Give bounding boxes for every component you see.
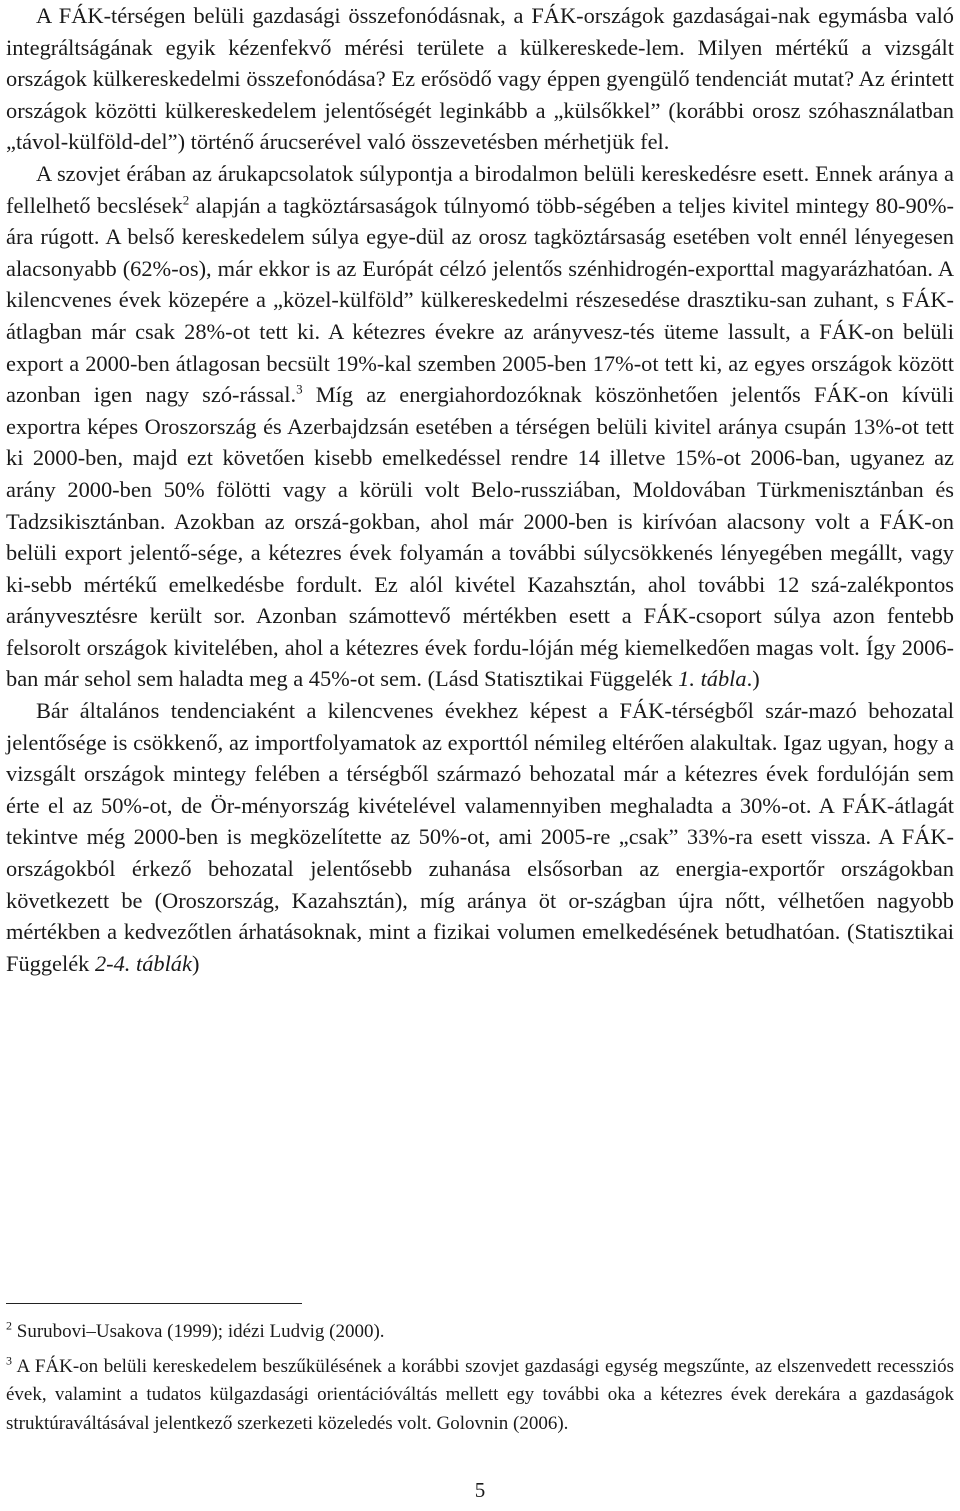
footnote-number: 3 (6, 1353, 12, 1368)
table-reference: 2-4. táblák (94, 950, 192, 976)
paragraph-p2 (6, 158, 954, 695)
body-text (6, 0, 954, 979)
table-reference: 1. tábla (678, 666, 747, 692)
page-number: 5 (474, 1478, 486, 1502)
paragraph-text: Míg az energiahordozóknak köszönhetően jelentős FÁK-on kívüli exportra képes Oroszország és Azerbajdzsán esetében a térségen belüli kivitel aránya csupán 13%-ot tett ki 2000-ben, majd ezt követően kisebb emelkedéssel rendre 14 illetve 15%-ot 2006-ban, ugyanez az arány 2000-ben 50% fölötti vagy a körüli volt Belo-russziában, Moldovában Türkmenisztánban és Tadzsikisztánban. Azokban az orszá-gokban, ahol már 2000-ben is kirívóan alacsony volt a FÁK-on belüli export jelentő-sége, a kétezres évek folyamán a további súlycsökkenés lényegében megállt, vagy ki-sebb mértékű emelkedésbe fordult. Ez alól kivétel Kazahsztán, ahol további 12 szá-zalékpontos arányvesztésre került sor. Azonban számottevő mértékben esett a FÁK-csoport súlya azon fentebb felsorolt országok kivitelében, ahol a kétezres évek fordu-lóján még kiemelkedően magas volt. Így 2006-ban már sehol sem haladta meg a 45%-ot sem. (Lásd Statisztikai Függelék (6, 382, 955, 692)
footnote-ref: 2 (182, 192, 190, 208)
paragraph-text: alapján a tagköztársaságok túlnyomó több-ségében a teljes kivitel mintegy 80-90%-ára rúgott. A belső kereskedelem súlya egye-dül az orosz tagköztársaság esetében volt ennél lényegesen alacsonyabb (62%-os), már ekkor is az Európát célzó jelentős szénhidrogén-exporttal magyarázhatóan. A kilencvenes évek közepére a „közel-külföld” külkereskedelmi részesedése drasztiku-san zuhant, s FÁK-átlagban már csak 28%-ot tett ki. A kétezres évekre az arányvesz-tés üteme lassult, a FÁK-on belüli export a 2000-ben átlagosan becsült 19%-kal szemben 2005-ben 17%-ot tett ki, az egyes országok között azonban igen nagy szó-rással. (6, 192, 954, 408)
paragraph-text: A szovjet érában az árukapcsolatok súlypontja a birodalmon belüli kereskedésre esett. Ennek aránya a fellelhető becslések (6, 160, 954, 218)
footnote-text: A FÁK-on belüli kereskedelem beszűkülésének a korábbi szovjet gazdasági egység megszűnte, az elszenvedett recessziós évek, valamint a tudatos külgazdasági orientációváltás mellett egy további oka a kétezres évek derekára a gazdaságok struktúraváltásával jelentkező szerkezeti közeledés volt. Golovnin (2006). (6, 1355, 954, 1434)
paragraph-text: .) (746, 666, 760, 692)
footnote-number: 2 (6, 1318, 12, 1333)
footnote-fn2 (6, 1318, 954, 1347)
paragraph-text: ) (191, 950, 200, 976)
paragraph-p3 (6, 695, 954, 979)
paragraph-text: Bár általános tendenciaként a kilencvenes évekhez képest a FÁK-térségből szár-mazó behozatal jelentősége is csökkenő, az importfolyamatok az exporttól némileg eltérően alakultak. Igaz ugyan, hogy a vizsgált országok mintegy felében a térségből származó behozatal már a kétezres évek fordulóján sem érte el az 50%-ot, de Ör-ményország kivételével valamennyiben meghaladta a 30%-ot. A FÁK-átlagát tekintve még 2000-ben is megközelítette az 50%-ot, ami 2005-re „csak” 33%-ra esett vissza. A FÁK-országokból érkező behozatal jelentősebb zuhanása elsősorban az energia-exportőr országokban következett be (Oroszország, Kazahsztán), míg aránya öt or-szágban újra nőtt, vélhetően nagyobb mértékben a kedvezőtlen árhatásoknak, mint a fizikai volumen emelkedésének betudhatóan. (Statisztikai Függelék (6, 698, 954, 976)
footnote-separator (6, 1303, 302, 1304)
footnote-text: Surubovi–Usakova (1999); idézi Ludvig (2000). (12, 1321, 385, 1342)
footnote-fn3 (6, 1353, 954, 1439)
paragraph-p1 (6, 0, 954, 158)
footnotes (6, 1318, 954, 1438)
paragraph-text: A FÁK-térségen belüli gazdasági összefonódásnak, a FÁK-országok gazdaságai-nak egymásba való integráltságának egyik kézenfekvő mérési területe a külkereskede-lem. Milyen mértékű a vizsgált országok külkereskedelmi összefonódása? Ez erősödő vagy éppen gyengülő tendenciát mutat? Az érintett országok közötti külkereskedelem jelentőségét leginkább a „külsőkkel” (korábbi orosz szóhasználatban „távol-külföld-del”) történő árucserével való összevetésben mérhetjük fel. (6, 3, 954, 155)
footnote-ref: 3 (296, 381, 303, 397)
